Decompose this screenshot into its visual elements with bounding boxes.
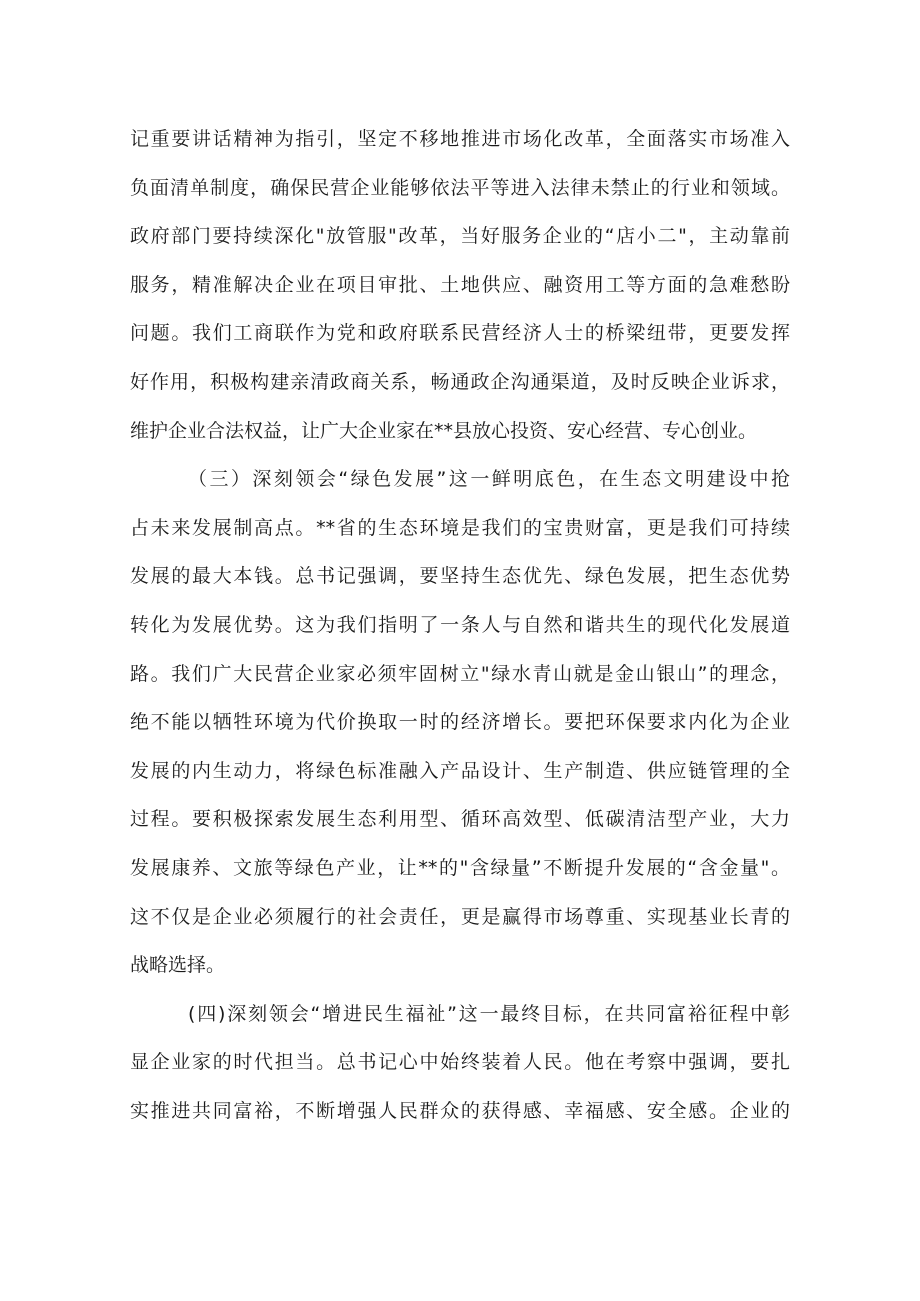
- text-line: 转化为发展优势。这为我们指明了一条人与自然和谐共生的现代化发展道: [130, 613, 790, 636]
- section-heading-line: (四)深刻领会“增进民生福祉”这一最终目标，在共同富裕征程中彰: [188, 1002, 790, 1025]
- text-line: 这不仅是企业必须履行的社会责任，更是赢得市场尊重、实现基业长青的: [130, 905, 790, 928]
- text-line: 路。我们广大民营企业家必须牢固树立"绿水青山就是金山银山”的理念，: [130, 662, 790, 685]
- text-line: 负面清单制度，确保民营企业能够依法平等进入法律未禁止的行业和领域。: [130, 176, 790, 199]
- paragraph-3: [130, 990, 790, 1136]
- text-line: 服务，精准解决企业在项目审批、土地供应、融资用工等方面的急难愁盼: [130, 273, 790, 296]
- text-line: 实推进共同富裕，不断增强人民群众的获得感、幸福感、安全感。企业的: [130, 1099, 790, 1122]
- text-line: 发展的内生动力，将绿色标准融入产品设计、生产制造、供应链管理的全: [130, 759, 790, 782]
- text-line: 显企业家的时代担当。总书记心中始终装着人民。他在考察中强调，要扎: [130, 1051, 790, 1074]
- paragraph-2: [130, 455, 790, 990]
- text-line: 占未来发展制高点。**省的生态环境是我们的宝贵财富，更是我们可持续: [130, 516, 790, 539]
- text-line: 发展的最大本钱。总书记强调，要坚持生态优先、绿色发展，把生态优势: [130, 565, 790, 588]
- text-line: 绝不能以牺牲环境为代价换取一时的经济增长。要把环保要求内化为企业: [130, 711, 790, 734]
- text-line: 好作用，积极构建亲清政商关系，畅通政企沟通渠道，及时反映企业诉求，: [130, 370, 790, 393]
- paragraph-1: [130, 115, 790, 455]
- text-line: 政府部门要持续深化"放管服"改革，当好服务企业的“店小二"，主动靠前: [130, 225, 790, 248]
- section-heading-line: （三）深刻领会“绿色发展”这一鲜明底色，在生态文明建设中抢: [188, 468, 790, 491]
- text-line: 发展康养、文旅等绿色产业，让**的"含绿量”不断提升发展的“含金量"。: [130, 856, 790, 879]
- text-line: 问题。我们工商联作为党和政府联系民营经济人士的桥梁纽带，更要发挥: [130, 322, 790, 345]
- text-line: 记重要讲话精神为指引，坚定不移地推进市场化改革，全面落实市场准入: [130, 128, 790, 150]
- document-body: [130, 115, 790, 1135]
- text-line: 维护企业合法权益，让广大企业家在**县放心投资、安心经营、专心创业。: [130, 419, 758, 442]
- text-line: 过程。要积极探索发展生态利用型、循环高效型、低碳清洁型产业，大力: [130, 808, 790, 831]
- text-line: 战略选择。: [130, 954, 226, 977]
